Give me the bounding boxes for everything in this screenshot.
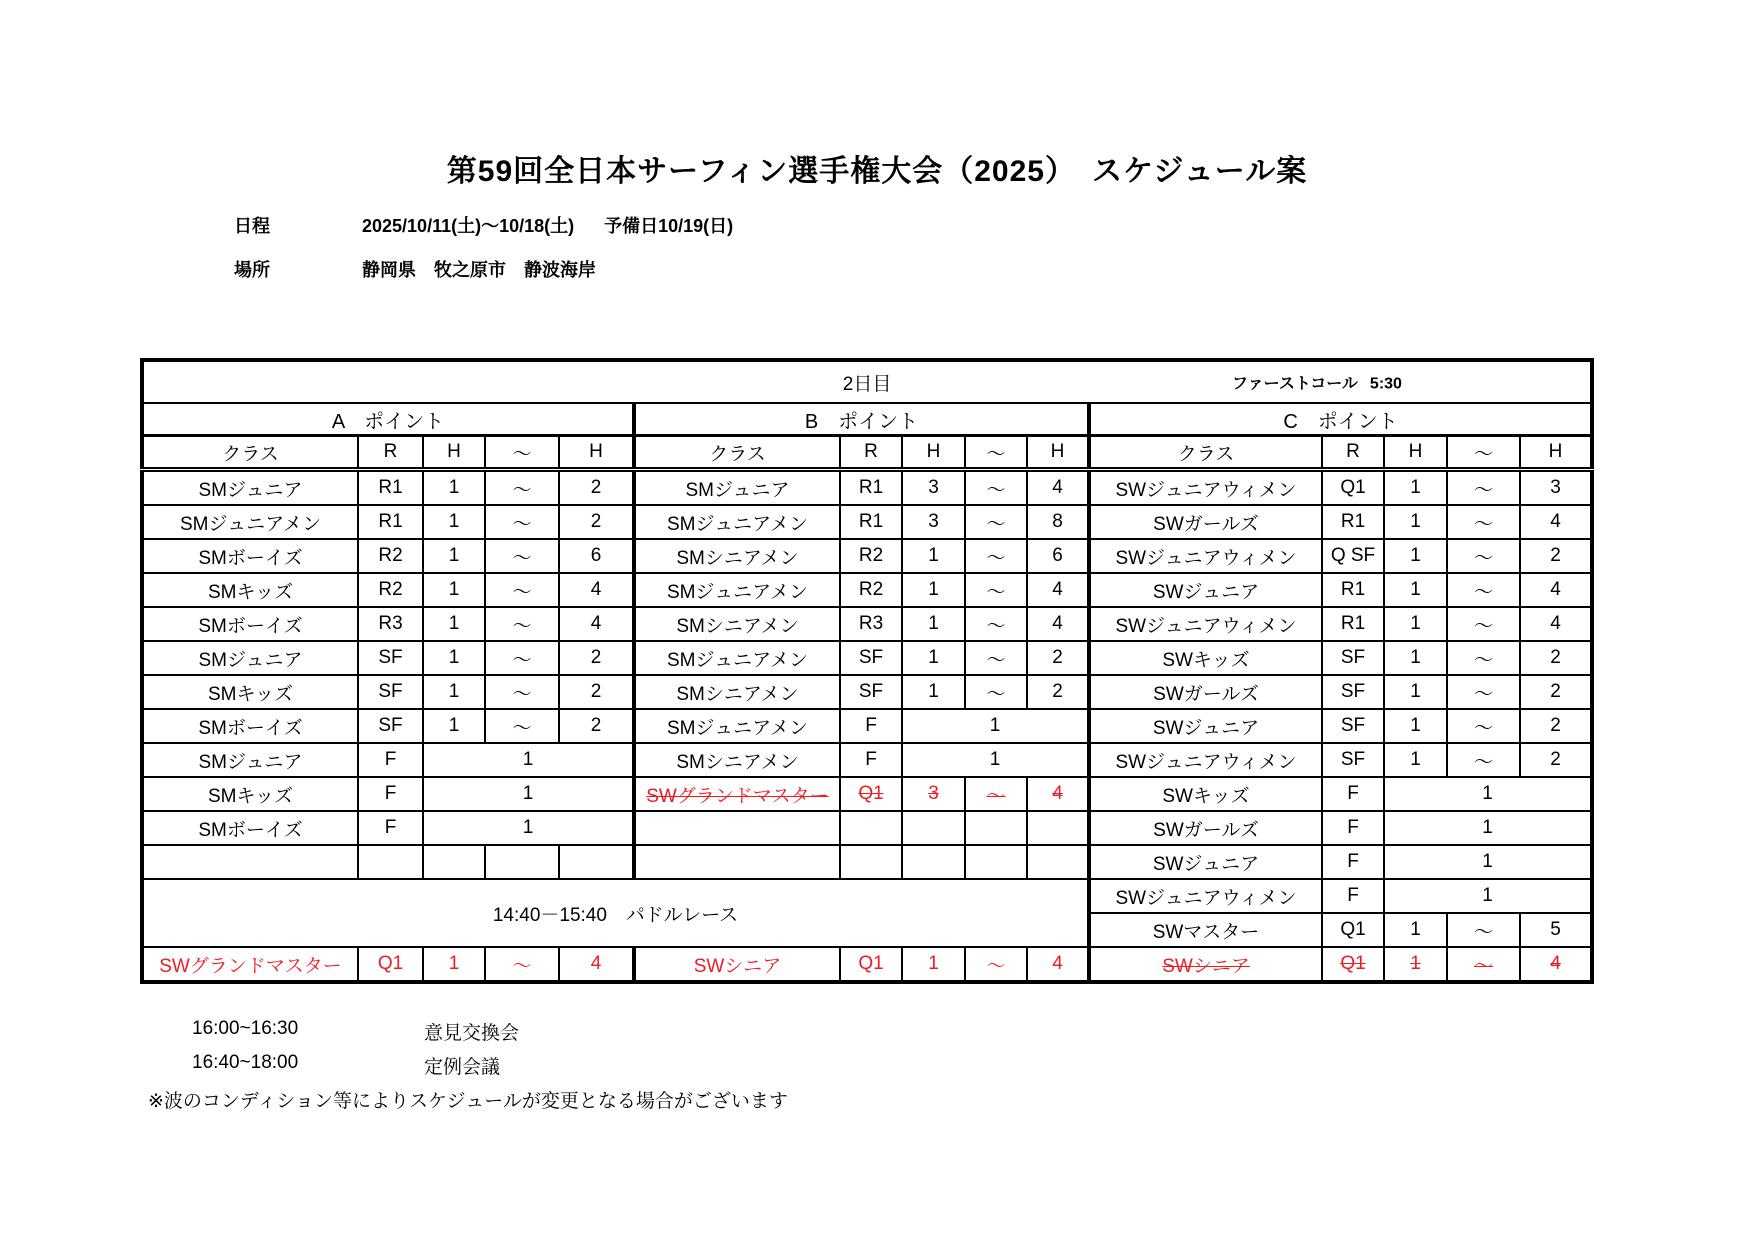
table-row [142,879,1592,913]
tilde-cell: ～ [485,505,559,539]
tilde-cell: ～ [965,777,1027,811]
heat-from-cell: 1 [1384,743,1447,777]
class-cell: SWマスター [1089,913,1322,947]
table-row [142,641,1592,675]
round-cell: R3 [358,607,423,641]
round-cell: Q1 [840,947,902,982]
col-header-heat-to: H [1027,436,1089,470]
round-cell: Q1 [358,947,423,982]
class-cell: SMジュニアメン [634,641,840,675]
class-cell: SMボーイズ [142,539,358,573]
tilde-cell: ～ [485,539,559,573]
class-cell: SWキッズ [1089,641,1322,675]
day-title: 2日目 [842,373,892,395]
class-cell: SWシニア [1089,947,1322,982]
empty-cell [358,845,423,879]
tilde-cell: ～ [965,470,1027,506]
class-cell: SMボーイズ [142,607,358,641]
class-cell: SMジュニア [142,470,358,506]
col-header-heat-from: H [902,436,965,470]
class-cell: SWガールズ [1089,505,1322,539]
empty-cell [902,845,965,879]
table-row [142,607,1592,641]
class-cell: SWジュニア [1089,573,1322,607]
section-header-row [142,403,1592,436]
heat-to-cell: 2 [559,641,634,675]
heat-to-cell: 2 [1520,675,1592,709]
class-cell: SMシニアメン [634,675,840,709]
col-header-round: R [1322,436,1384,470]
tilde-cell: ～ [1447,539,1520,573]
heat-to-cell: 2 [559,709,634,743]
schedule-body [142,470,1592,983]
class-cell: SWジュニア [1089,709,1322,743]
class-cell: SMシニアメン [634,607,840,641]
round-cell: F [1322,879,1384,913]
tilde-cell: ～ [485,641,559,675]
round-cell: R2 [358,539,423,573]
heat-from-cell: 1 [1384,913,1447,947]
col-header-round: R [840,436,902,470]
round-cell: Q SF [1322,539,1384,573]
class-cell: SWジュニアウィメン [1089,743,1322,777]
heats-merged-cell: 1 [1384,845,1592,879]
col-header-tilde: ～ [965,436,1027,470]
table-row [142,845,1592,879]
class-cell: SWグランドマスター [634,777,840,811]
round-cell: R2 [840,539,902,573]
heat-to-cell: 2 [1027,641,1089,675]
heat-from-cell: 1 [1384,573,1447,607]
round-cell: Q1 [840,777,902,811]
round-cell: SF [358,675,423,709]
class-cell: SWジュニアウィメン [1089,470,1322,506]
round-cell: F [358,811,423,845]
empty-cell [840,845,902,879]
tilde-cell: ～ [1447,743,1520,777]
section-c-header: C ポイント [1089,403,1592,436]
class-cell: SWジュニアウィメン [1089,607,1322,641]
heat-to-cell: 4 [1027,777,1089,811]
heat-from-cell: 1 [423,947,485,982]
round-cell: Q1 [1322,913,1384,947]
table-row [142,573,1592,607]
section-b-header: B ポイント [634,403,1089,436]
tilde-cell: ～ [485,470,559,506]
heat-to-cell: 2 [1520,709,1592,743]
class-cell: SMジュニアメン [634,709,840,743]
heat-from-cell: 1 [902,641,965,675]
tilde-cell: ～ [965,505,1027,539]
round-cell: R2 [358,573,423,607]
heats-merged-cell: 1 [423,743,634,777]
heat-from-cell: 1 [1384,539,1447,573]
heat-to-cell: 4 [1027,573,1089,607]
tilde-cell: ～ [485,607,559,641]
heat-from-cell: 3 [902,470,965,506]
tilde-cell: ～ [965,641,1027,675]
heat-from-cell: 1 [1384,709,1447,743]
class-cell: SWガールズ [1089,675,1322,709]
tilde-cell: ～ [1447,607,1520,641]
round-cell: R1 [358,470,423,506]
tilde-cell: ～ [1447,573,1520,607]
empty-cell [634,845,840,879]
first-call-time: 5:30 [1369,375,1402,393]
tilde-cell: ～ [1447,505,1520,539]
tilde-cell: ～ [965,947,1027,982]
place-row [234,256,596,282]
day-header-row [142,360,1592,403]
round-cell: SF [840,675,902,709]
heats-merged-cell: 1 [902,709,1089,743]
heat-from-cell: 3 [902,505,965,539]
class-cell: SMボーイズ [142,811,358,845]
class-cell: SMシニアメン [634,743,840,777]
col-header-heat-to: H [1520,436,1592,470]
tilde-cell: ～ [1447,709,1520,743]
heat-from-cell: 1 [902,675,965,709]
heat-from-cell: 1 [423,573,485,607]
table-row [142,947,1592,982]
round-cell: F [358,777,423,811]
date-value: 2025/10/11(土)～10/18(土) [362,216,575,236]
heat-from-cell: 1 [1384,641,1447,675]
heat-from-cell: 1 [423,505,485,539]
heat-from-cell: 1 [1384,505,1447,539]
tilde-cell: ～ [485,947,559,982]
empty-cell [1027,811,1089,845]
empty-cell [485,845,559,879]
heat-from-cell: 1 [423,675,485,709]
heat-from-cell: 1 [423,607,485,641]
heats-merged-cell: 1 [902,743,1089,777]
date-label: 日程 [234,216,270,236]
class-cell: SMキッズ [142,675,358,709]
round-cell: R1 [840,505,902,539]
footer-event: 定例会議 [424,1057,501,1078]
place-label: 場所 [234,260,270,280]
empty-cell [965,811,1027,845]
class-cell: SMボーイズ [142,709,358,743]
round-cell: F [1322,811,1384,845]
heat-from-cell: 1 [1384,675,1447,709]
day-header-cell [142,360,1592,403]
footer-time: 16:00~16:30 [192,1018,299,1039]
heat-to-cell: 6 [559,539,634,573]
tilde-cell: ～ [485,675,559,709]
round-cell: R1 [1322,505,1384,539]
class-cell: SMシニアメン [634,539,840,573]
heats-merged-cell: 1 [1384,777,1592,811]
class-cell: SMジュニアメン [634,505,840,539]
col-header-heat-to: H [559,436,634,470]
footer-note: ※波のコンディション等によりスケジュールが変更となる場合がございます [148,1091,788,1112]
round-cell: F [840,743,902,777]
tilde-cell: ～ [485,709,559,743]
tilde-cell: ～ [1447,470,1520,506]
col-header-heat-from: H [423,436,485,470]
heat-to-cell: 8 [1027,505,1089,539]
heat-to-cell: 2 [1027,675,1089,709]
empty-cell [559,845,634,879]
heat-to-cell: 2 [559,675,634,709]
table-row [142,811,1592,845]
table-row [142,539,1592,573]
col-header-tilde: ～ [1447,436,1520,470]
class-cell: SWグランドマスター [142,947,358,982]
heat-to-cell: 4 [1520,505,1592,539]
table-row [142,709,1592,743]
col-header-round: R [358,436,423,470]
heats-merged-cell: 1 [1384,879,1592,913]
heat-to-cell: 6 [1027,539,1089,573]
heat-from-cell: 1 [423,709,485,743]
round-cell: R1 [358,505,423,539]
section-a-header: A ポイント [142,403,634,436]
tilde-cell: ～ [965,607,1027,641]
round-cell: SF [1322,641,1384,675]
place-value: 静岡県 牧之原市 静波海岸 [362,260,596,280]
heat-from-cell: 1 [1384,947,1447,982]
table-row [142,505,1592,539]
table-row [142,470,1592,506]
heat-to-cell: 4 [1520,607,1592,641]
tilde-cell: ～ [965,573,1027,607]
class-cell: SMジュニア [142,743,358,777]
tilde-cell: ～ [1447,675,1520,709]
col-header-heat-from: H [1384,436,1447,470]
round-cell: Q1 [1322,470,1384,506]
table-row [142,743,1592,777]
col-header-tilde: ～ [485,436,559,470]
round-cell: R2 [840,573,902,607]
schedule-table [140,358,1594,984]
empty-cell [965,845,1027,879]
heat-from-cell: 3 [902,777,965,811]
class-cell: SWジュニアウィメン [1089,539,1322,573]
heat-from-cell: 1 [902,607,965,641]
class-cell: SWキッズ [1089,777,1322,811]
heat-to-cell: 4 [1027,470,1089,506]
col-header-class: クラス [634,436,840,470]
round-cell: SF [1322,709,1384,743]
heat-from-cell: 1 [423,470,485,506]
round-cell: F [1322,777,1384,811]
round-cell: SF [840,641,902,675]
heat-to-cell: 4 [559,607,634,641]
round-cell: F [358,743,423,777]
heat-to-cell: 2 [1520,743,1592,777]
heats-merged-cell: 1 [423,811,634,845]
round-cell: SF [1322,675,1384,709]
table-row [142,777,1592,811]
heat-from-cell: 1 [423,641,485,675]
footer-time: 16:40~18:00 [192,1052,299,1073]
round-cell: F [840,709,902,743]
empty-cell [634,811,840,845]
heats-merged-cell: 1 [1384,811,1592,845]
date-reserve: 予備日10/19(日) [604,216,734,236]
tilde-cell: ～ [965,539,1027,573]
class-cell: SMジュニアメン [142,505,358,539]
heat-to-cell: 4 [1027,947,1089,982]
empty-cell [902,811,965,845]
round-cell: SF [1322,743,1384,777]
heat-to-cell: 4 [1027,607,1089,641]
class-cell: SMジュニア [634,470,840,506]
empty-cell [423,845,485,879]
round-cell: R1 [840,470,902,506]
empty-cell [142,845,358,879]
first-call-label: ファーストコール [1232,375,1358,393]
heats-merged-cell: 1 [423,777,634,811]
class-cell: SWガールズ [1089,811,1322,845]
class-cell: SWジュニア [1089,845,1322,879]
date-row [234,212,733,238]
heat-to-cell: 2 [559,505,634,539]
heat-to-cell: 3 [1520,470,1592,506]
tilde-cell: ～ [1447,947,1520,982]
heat-from-cell: 1 [902,573,965,607]
footer-event: 意見交換会 [424,1023,520,1044]
heat-from-cell: 1 [902,539,965,573]
col-header-class: クラス [1089,436,1322,470]
class-cell: SWシニア [634,947,840,982]
heat-from-cell: 1 [1384,470,1447,506]
page-title: 第59回全日本サーフィン選手権大会（2025） スケジュール案 [446,155,1308,188]
tilde-cell: ～ [965,675,1027,709]
round-cell: F [1322,845,1384,879]
heat-to-cell: 2 [1520,539,1592,573]
round-cell: SF [358,709,423,743]
column-header-row [142,436,1592,470]
round-cell: R3 [840,607,902,641]
empty-cell [1027,845,1089,879]
heat-to-cell: 4 [559,573,634,607]
tilde-cell: ～ [1447,641,1520,675]
heat-from-cell: 1 [902,947,965,982]
heat-to-cell: 4 [1520,947,1592,982]
col-header-class: クラス [142,436,358,470]
heat-from-cell: 1 [1384,607,1447,641]
round-cell: R1 [1322,573,1384,607]
first-call [1232,371,1402,394]
heat-to-cell: 5 [1520,913,1592,947]
round-cell: SF [358,641,423,675]
heat-to-cell: 4 [559,947,634,982]
class-cell: SMジュニアメン [634,573,840,607]
class-cell: SWジュニアウィメン [1089,879,1322,913]
heat-to-cell: 4 [1520,573,1592,607]
empty-cell [840,811,902,845]
tilde-cell: ～ [1447,913,1520,947]
round-cell: R1 [1322,607,1384,641]
class-cell: SMキッズ [142,573,358,607]
table-row [142,675,1592,709]
tilde-cell: ～ [485,573,559,607]
round-cell: Q1 [1322,947,1384,982]
class-cell: SMキッズ [142,777,358,811]
class-cell: SMジュニア [142,641,358,675]
paddle-race-cell: 14:40－15:40 パドルレース [142,879,1089,947]
heat-from-cell: 1 [423,539,485,573]
heat-to-cell: 2 [1520,641,1592,675]
heat-to-cell: 2 [559,470,634,506]
